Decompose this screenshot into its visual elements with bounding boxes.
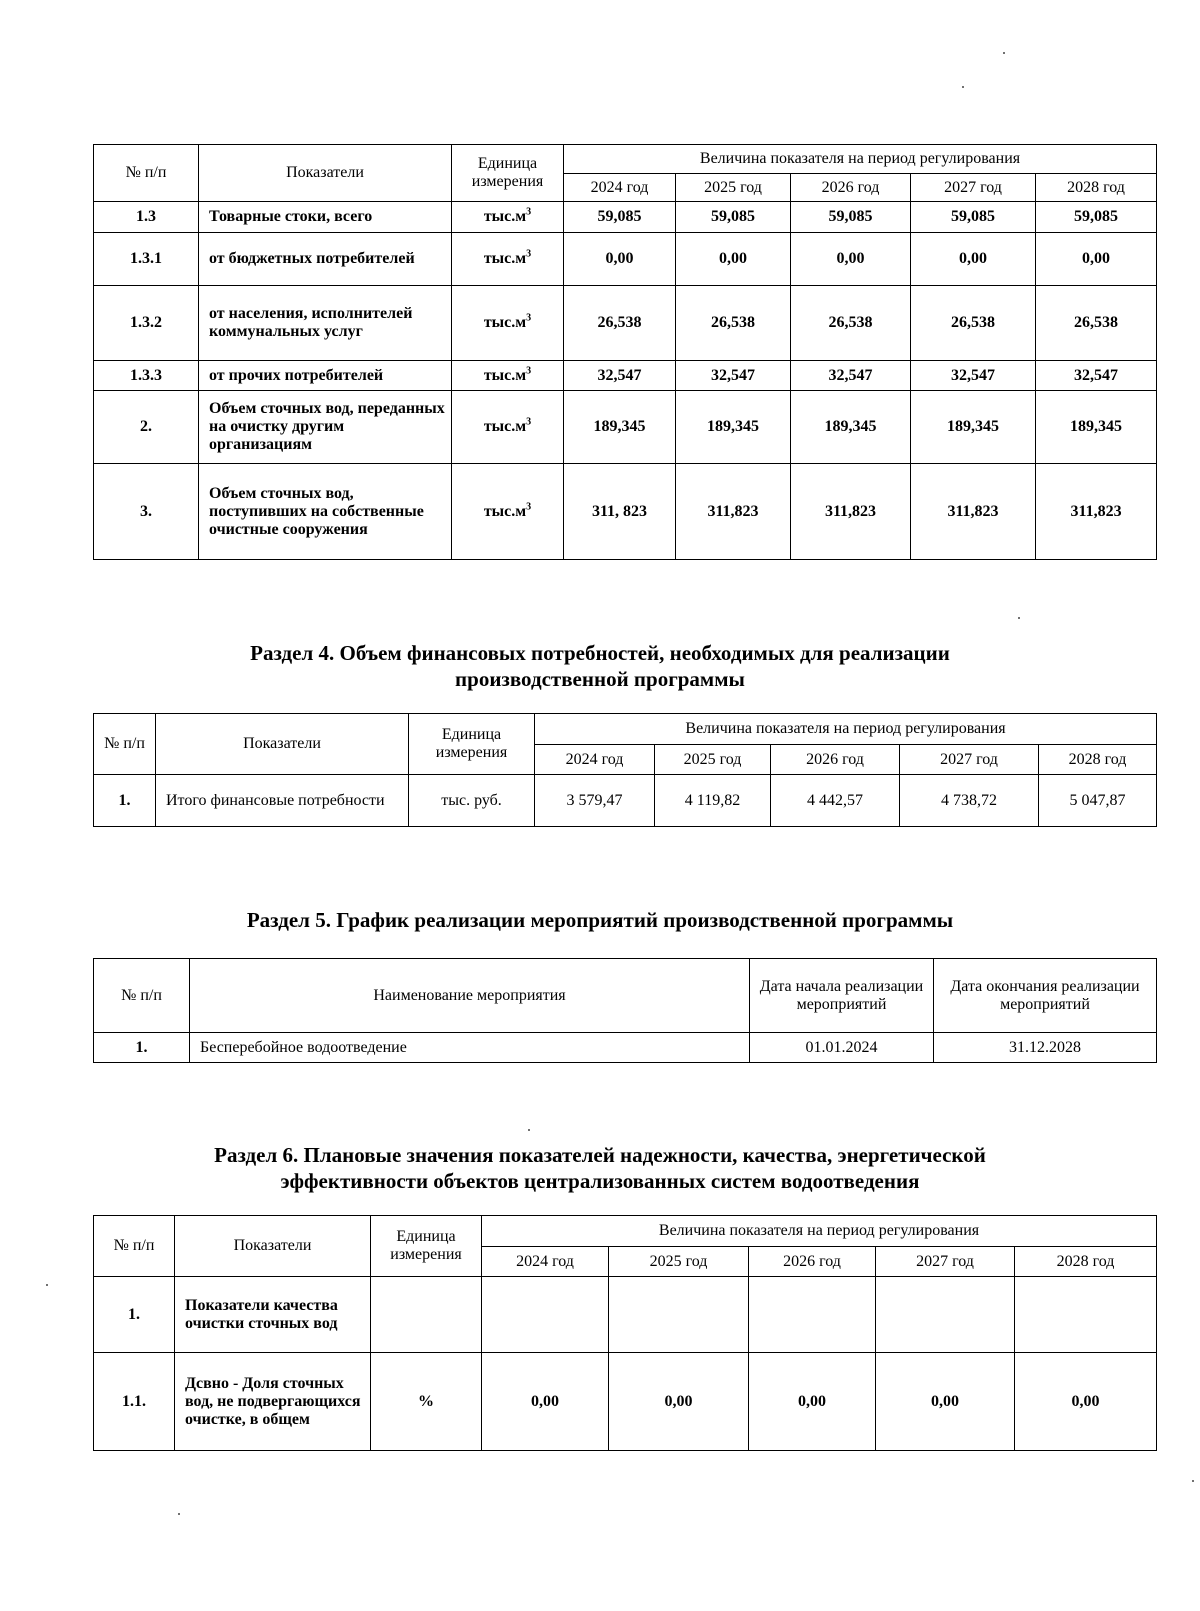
header-name: Наименование мероприятия [190, 959, 750, 1033]
row-unit: тыс. руб. [409, 775, 535, 827]
table-row [94, 233, 1157, 286]
row-value: 189,345 [564, 391, 676, 464]
section6-title [0, 1142, 1200, 1194]
scan-speck [962, 86, 964, 88]
row-value: 311,823 [676, 464, 791, 560]
header-year: 2026 год [771, 745, 900, 775]
row-unit [371, 1277, 482, 1353]
header-year: 2024 год [482, 1247, 609, 1277]
row-num: 1. [94, 1277, 175, 1353]
header-year: 2028 год [1039, 745, 1157, 775]
header-year: 2027 год [911, 174, 1036, 202]
row-num: 1.3.1 [94, 233, 199, 286]
row-num: 1. [94, 1033, 190, 1063]
header-num: № п/п [94, 1216, 175, 1277]
row-num: 2. [94, 391, 199, 464]
row-name: Показатели качества очистки сточных вод [175, 1277, 371, 1353]
row-unit: % [371, 1353, 482, 1451]
row-value: 0,00 [791, 233, 911, 286]
row-value [876, 1277, 1015, 1353]
header-year: 2028 год [1015, 1247, 1157, 1277]
row-value: 189,345 [676, 391, 791, 464]
row-start-date: 01.01.2024 [750, 1033, 934, 1063]
row-value: 311,823 [1036, 464, 1157, 560]
row-value [609, 1277, 749, 1353]
row-value: 32,547 [564, 361, 676, 391]
header-num: № п/п [94, 959, 190, 1033]
row-value: 0,00 [609, 1353, 749, 1451]
header-start-date: Дата начала реализации мероприятий [750, 959, 934, 1033]
table-row [94, 1277, 1157, 1353]
scan-speck [178, 1513, 180, 1515]
scan-speck [46, 1284, 48, 1286]
row-name: от прочих потребителей [199, 361, 452, 391]
row-value: 4 738,72 [900, 775, 1039, 827]
header-year: 2026 год [791, 174, 911, 202]
row-value: 26,538 [1036, 286, 1157, 361]
header-unit: Единица измерения [409, 714, 535, 775]
row-value: 59,085 [911, 202, 1036, 233]
row-name: от населения, исполнителей коммунальных услуг [199, 286, 452, 361]
volume-table [93, 144, 1157, 560]
table-row [94, 361, 1157, 391]
row-value: 32,547 [1036, 361, 1157, 391]
row-name: Дсвно - Доля сточных вод, не подвергающихся очистке, в общем [175, 1353, 371, 1451]
row-value: 0,00 [749, 1353, 876, 1451]
row-value: 26,538 [791, 286, 911, 361]
row-value: 0,00 [564, 233, 676, 286]
section4-title-line1: Раздел 4. Объем финансовых потребностей, необходимых для реализации [250, 641, 950, 665]
header-end-date: Дата окончания реализации мероприятий [934, 959, 1157, 1033]
header-year: 2027 год [876, 1247, 1015, 1277]
finance-table [93, 713, 1157, 827]
row-value: 0,00 [1015, 1353, 1157, 1451]
row-unit: $тыс.м^3$ [452, 361, 564, 391]
row-value: 0,00 [911, 233, 1036, 286]
row-end-date: 31.12.2028 [934, 1033, 1157, 1063]
row-value: 26,538 [564, 286, 676, 361]
row-value: 0,00 [1036, 233, 1157, 286]
header-unit: Единица измерения [371, 1216, 482, 1277]
table-row [94, 391, 1157, 464]
row-value: 59,085 [1036, 202, 1157, 233]
row-value: 5 047,87 [1039, 775, 1157, 827]
table-row [94, 286, 1157, 361]
row-value: 311,823 [791, 464, 911, 560]
quality-table [93, 1215, 1157, 1451]
row-num: 1.1. [94, 1353, 175, 1451]
table-row [94, 1353, 1157, 1451]
row-value: 189,345 [911, 391, 1036, 464]
row-num: 1. [94, 775, 156, 827]
header-year: 2028 год [1036, 174, 1157, 202]
row-value: 4 442,57 [771, 775, 900, 827]
row-value [749, 1277, 876, 1353]
header-year: 2026 год [749, 1247, 876, 1277]
row-value: 59,085 [791, 202, 911, 233]
row-unit: $тыс.м^3$ [452, 286, 564, 361]
row-unit: $тыс.м^3$ [452, 233, 564, 286]
header-num: № п/п [94, 145, 199, 202]
section6-title-line1: Раздел 6. Плановые значения показателей надежности, качества, энергетической [214, 1143, 986, 1167]
header-indicator: Показатели [199, 145, 452, 202]
row-value: 32,547 [791, 361, 911, 391]
row-value: 0,00 [482, 1353, 609, 1451]
scan-speck [1003, 52, 1005, 54]
header-year: 2024 год [564, 174, 676, 202]
header-year: 2027 год [900, 745, 1039, 775]
row-unit: $тыс.м^3$ [452, 202, 564, 233]
header-period: Величина показателя на период регулирования [482, 1216, 1157, 1247]
row-value [482, 1277, 609, 1353]
row-value: 26,538 [676, 286, 791, 361]
row-value: 32,547 [676, 361, 791, 391]
scan-speck [1018, 617, 1020, 619]
row-value: 26,538 [911, 286, 1036, 361]
row-name: Объем сточных вод, переданных на очистку другим организациям [199, 391, 452, 464]
section4-title [0, 640, 1200, 692]
row-value: 0,00 [876, 1353, 1015, 1451]
row-value: 59,085 [564, 202, 676, 233]
row-num: 1.3.3 [94, 361, 199, 391]
row-value: 32,547 [911, 361, 1036, 391]
table-row [94, 202, 1157, 233]
row-value: 189,345 [1036, 391, 1157, 464]
header-year: 2025 год [655, 745, 771, 775]
row-value: 3 579,47 [535, 775, 655, 827]
header-indicator: Показатели [175, 1216, 371, 1277]
row-value: 59,085 [676, 202, 791, 233]
scan-speck [1192, 1480, 1194, 1482]
row-value [1015, 1277, 1157, 1353]
header-period: Величина показателя на период регулирования [564, 145, 1157, 174]
table-row [94, 464, 1157, 560]
table-row [94, 1033, 1157, 1063]
row-unit: $тыс.м^3$ [452, 464, 564, 560]
row-value: 4 119,82 [655, 775, 771, 827]
header-year: 2025 год [676, 174, 791, 202]
row-name: Итого финансовые потребности [156, 775, 409, 827]
scan-speck [528, 1129, 530, 1131]
header-year: 2024 год [535, 745, 655, 775]
header-unit: Единица измерения [452, 145, 564, 202]
header-indicator: Показатели [156, 714, 409, 775]
section5-title: Раздел 5. График реализации мероприятий производственной программы [246, 908, 954, 932]
row-num: 3. [94, 464, 199, 560]
row-value: 311, 823 [564, 464, 676, 560]
row-num: 1.3.2 [94, 286, 199, 361]
row-unit: $тыс.м^3$ [452, 391, 564, 464]
row-value: 311,823 [911, 464, 1036, 560]
row-name: Бесперебойное водоотведение [190, 1033, 750, 1063]
section4-title-line2: производственной программы [455, 667, 745, 691]
row-value: 189,345 [791, 391, 911, 464]
header-period: Величина показателя на период регулирования [535, 714, 1157, 745]
header-num: № п/п [94, 714, 156, 775]
row-name: Объем сточных вод, поступивших на собственные очистные сооружения [199, 464, 452, 560]
section6-title-line2: эффективности объектов централизованных систем водоотведения [280, 1169, 920, 1193]
row-name: Товарные стоки, всего [199, 202, 452, 233]
header-year: 2025 год [609, 1247, 749, 1277]
row-name: от бюджетных потребителей [199, 233, 452, 286]
table-row [94, 775, 1157, 827]
row-num: 1.3 [94, 202, 199, 233]
schedule-table [93, 958, 1157, 1063]
row-value: 0,00 [676, 233, 791, 286]
